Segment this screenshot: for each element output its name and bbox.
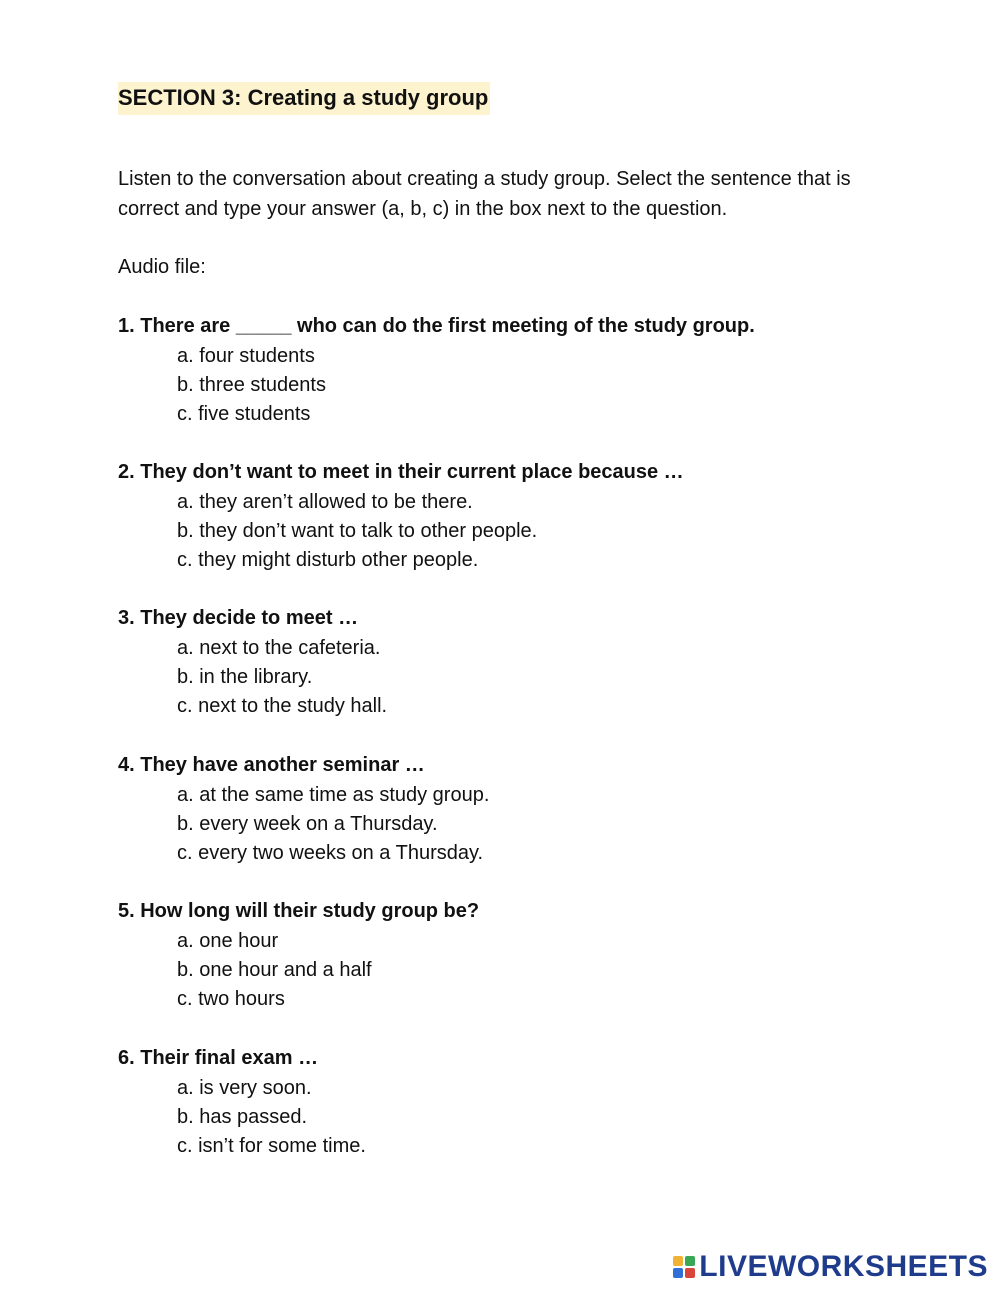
option-c: c. isn’t for some time. (177, 1135, 366, 1158)
question-1 (118, 312, 898, 429)
option-b: b. they don’t want to talk to other people. (177, 519, 538, 542)
question-5 (118, 897, 898, 1014)
question-text: 6. Their final exam … (118, 1047, 319, 1069)
question-text: 1. There are _____ who can do the first meeting of the study group. (118, 315, 755, 337)
question-text: 5. How long will their study group be? (118, 900, 480, 922)
option-a: a. they aren’t allowed to be there. (177, 490, 473, 513)
option-c: c. they might disturb other people. (177, 549, 479, 572)
question-text: 4. They have another seminar … (118, 754, 425, 776)
option-b: b. one hour and a half (177, 958, 372, 981)
answer-options (118, 488, 898, 576)
question-3 (118, 604, 898, 721)
option-b: b. has passed. (177, 1105, 308, 1128)
liveworksheets-logo (673, 1252, 988, 1282)
logo-text: LIVEWORKSHEETS (699, 1250, 988, 1283)
question-text: 2. They don’t want to meet in their current place because … (118, 461, 684, 483)
option-a: a. four students (177, 344, 315, 367)
option-c: c. next to the study hall. (177, 695, 388, 718)
answer-options (118, 342, 898, 430)
answer-options (118, 781, 898, 869)
audio-file-label: Audio file: (118, 256, 206, 278)
option-b: b. in the library. (177, 665, 313, 688)
option-b: b. three students (177, 373, 326, 396)
logo-square-green (685, 1256, 695, 1266)
option-a: a. next to the cafeteria. (177, 636, 381, 659)
question-2 (118, 458, 898, 575)
logo-square-yellow (673, 1256, 683, 1266)
option-c: c. two hours (177, 988, 285, 1011)
instructions: Listen to the conversation about creating a study group. Select the sentence that is correct and type your answer (a, b, c) in the box next to the question. (118, 168, 851, 220)
question-text: 3. They decide to meet … (118, 607, 359, 629)
option-c: c. five students (177, 403, 311, 426)
option-b: b. every week on a Thursday. (177, 812, 438, 835)
logo-squares-icon (673, 1256, 695, 1278)
option-a: a. at the same time as study group. (177, 783, 490, 806)
question-6 (118, 1044, 898, 1161)
section-title: SECTION 3: Creating a study group (118, 82, 490, 115)
option-a: a. one hour (177, 929, 279, 952)
logo-square-red (685, 1268, 695, 1278)
answer-options (118, 634, 898, 722)
answer-options (118, 1074, 898, 1162)
logo-square-blue (673, 1268, 683, 1278)
question-4 (118, 751, 898, 868)
option-c: c. every two weeks on a Thursday. (177, 842, 484, 865)
option-a: a. is very soon. (177, 1076, 312, 1099)
answer-options (118, 927, 898, 1015)
